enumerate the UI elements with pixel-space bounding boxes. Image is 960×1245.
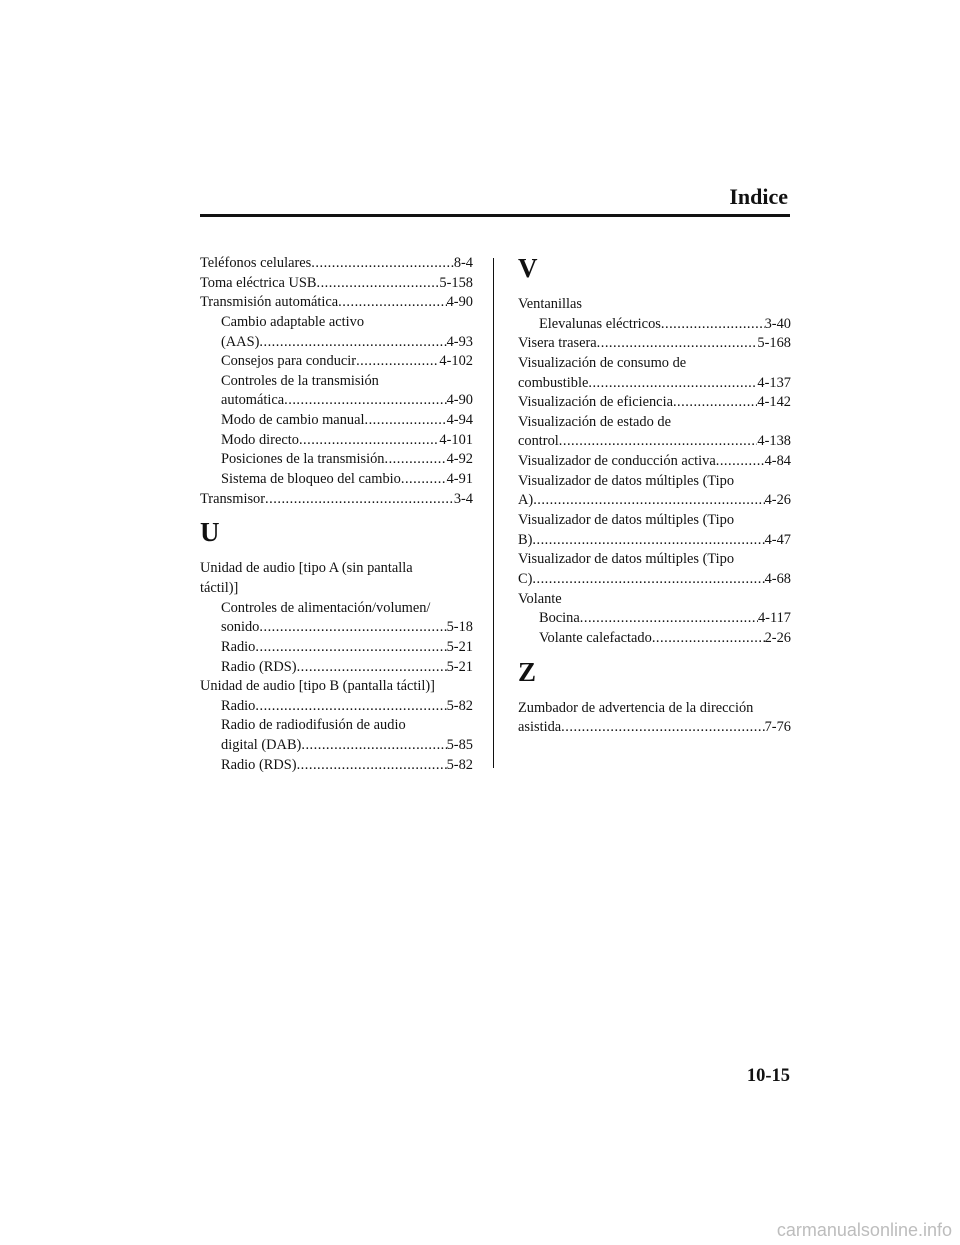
index-subentry <box>200 431 473 451</box>
index-page-ref: 4-90 <box>446 392 473 409</box>
dot-leader <box>311 254 454 274</box>
index-page-ref: 5-158 <box>439 274 473 291</box>
index-entry <box>518 393 791 413</box>
index-page-ref: 4-93 <box>446 333 473 350</box>
dot-leader <box>561 718 764 738</box>
dot-leader <box>265 490 454 510</box>
index-page-ref: 5-21 <box>446 658 473 675</box>
index-entry <box>518 295 791 315</box>
index-page-ref: 4-68 <box>764 570 791 587</box>
index-term: Bocina <box>539 610 580 627</box>
index-term: digital (DAB) <box>221 737 302 754</box>
index-term: Visera trasera <box>518 335 597 352</box>
index-page-ref: 5-82 <box>446 756 473 773</box>
index-term: Visualizador de datos múltiples (Tipo <box>518 512 735 529</box>
index-subentry <box>200 736 473 756</box>
index-term: Radio <box>221 697 256 714</box>
index-term: B) <box>518 531 533 548</box>
index-entry <box>518 334 791 354</box>
index-entry <box>200 274 473 294</box>
index-entry <box>518 699 791 719</box>
index-term: Modo de cambio manual <box>221 412 365 429</box>
index-subentry <box>200 372 473 392</box>
header-rule <box>200 214 790 217</box>
index-column-right <box>518 254 791 738</box>
index-term: Radio (RDS) <box>221 658 297 675</box>
index-page-ref: 3-4 <box>453 490 473 507</box>
dot-leader <box>301 736 446 756</box>
index-entry <box>518 354 791 374</box>
index-entry <box>518 374 791 394</box>
index-entry <box>518 452 791 472</box>
index-term: Visualización de consumo de <box>518 354 687 371</box>
index-term: Visualizador de conducción activa <box>518 453 716 470</box>
index-term: control <box>518 433 559 450</box>
index-page-ref: 4-47 <box>764 531 791 548</box>
dot-leader <box>259 618 446 638</box>
dot-leader <box>597 334 758 354</box>
index-subentry <box>200 313 473 333</box>
index-term: sonido <box>221 619 260 636</box>
index-term: C) <box>518 570 533 587</box>
index-entry <box>518 718 791 738</box>
index-page-ref: 4-90 <box>446 294 473 311</box>
index-subentry <box>200 391 473 411</box>
index-term: Unidad de audio [tipo A (sin pantalla <box>200 560 413 577</box>
dot-leader <box>255 638 446 658</box>
index-entry <box>518 472 791 492</box>
dot-leader <box>532 570 764 590</box>
index-entry <box>200 559 473 579</box>
dot-leader <box>297 756 447 776</box>
index-page-ref: 8-4 <box>453 255 473 271</box>
index-subentry <box>200 599 473 619</box>
index-subentry <box>200 756 473 776</box>
index-term: Controles de alimentación/volumen/ <box>221 599 431 616</box>
index-page-ref: 4-101 <box>439 431 473 448</box>
dot-leader <box>652 629 765 649</box>
section-title: Indice <box>729 184 788 209</box>
dot-leader <box>259 333 446 353</box>
index-entry <box>200 579 473 599</box>
dot-leader <box>580 609 758 629</box>
index-page-ref: 4-84 <box>764 453 791 470</box>
index-term: Controles de la transmisión <box>221 372 379 389</box>
dot-leader <box>297 658 447 678</box>
index-term: A) <box>518 492 534 509</box>
index-term: Ventanillas <box>518 296 582 312</box>
index-page-ref: 2-26 <box>764 629 791 646</box>
index-page-ref: 4-142 <box>757 394 791 411</box>
index-term: Consejos para conducir <box>221 353 357 370</box>
index-term: Unidad de audio [tipo B (pantalla táctil)] <box>200 678 435 695</box>
index-term: Radio de radiodifusión de audio <box>221 717 406 734</box>
index-term: Transmisor <box>200 490 266 507</box>
index-letter-heading: V <box>518 253 538 283</box>
index-entry <box>200 677 473 697</box>
dot-leader <box>255 697 446 717</box>
index-entry <box>518 432 791 452</box>
dot-leader <box>588 374 757 394</box>
index-page-ref: 4-102 <box>439 353 473 370</box>
dot-leader <box>401 470 447 490</box>
index-page-ref: 4-117 <box>757 610 791 627</box>
index-term: táctil)] <box>200 579 239 596</box>
index-term: Visualizador de datos múltiples (Tipo <box>518 551 735 568</box>
index-term: Radio <box>221 638 256 655</box>
index-term: Cambio adaptable activo <box>221 313 365 330</box>
index-subentry <box>518 609 791 629</box>
index-subentry <box>200 697 473 717</box>
index-subentry <box>200 638 473 658</box>
dot-leader <box>338 293 446 313</box>
index-entry <box>518 491 791 511</box>
index-page-ref: 4-26 <box>764 492 791 509</box>
index-term: Radio (RDS) <box>221 756 297 773</box>
index-term: automática <box>221 392 285 409</box>
index-term: Teléfonos celulares <box>200 255 312 271</box>
dot-leader <box>356 352 439 372</box>
index-term: Elevalunas eléctricos <box>539 315 661 332</box>
index-page-ref: 5-168 <box>757 335 791 352</box>
index-term: Sistema de bloqueo del cambio <box>221 471 401 488</box>
index-entry <box>518 511 791 531</box>
index-page-ref: 4-137 <box>757 374 791 391</box>
index-term: Zumbador de advertencia de la dirección <box>518 699 754 716</box>
index-subentry <box>200 352 473 372</box>
index-term: Transmisión automática <box>200 294 339 311</box>
index-page-ref: 4-92 <box>446 451 473 468</box>
index-page-ref: 5-18 <box>446 619 473 636</box>
index-page-ref: 5-82 <box>446 697 473 714</box>
index-subentry <box>518 629 791 649</box>
dot-leader <box>533 491 764 511</box>
dot-leader <box>316 274 439 294</box>
index-subentry <box>200 333 473 353</box>
index-entry <box>518 531 791 551</box>
column-divider <box>493 258 494 768</box>
dot-leader <box>673 393 757 413</box>
page-number: 10-15 <box>746 1066 790 1086</box>
index-page-ref: 7-76 <box>764 719 791 736</box>
index-letter-heading: U <box>200 517 220 548</box>
dot-leader <box>532 531 764 551</box>
dot-leader <box>384 450 446 470</box>
index-page-ref: 4-138 <box>757 433 791 450</box>
index-subentry <box>200 658 473 678</box>
index-subentry <box>200 470 473 490</box>
index-term: (AAS) <box>221 333 260 350</box>
index-letter-heading: Z <box>518 656 537 687</box>
index-page-ref: 5-21 <box>446 638 473 655</box>
index-subentry <box>200 411 473 431</box>
index-entry <box>200 293 473 313</box>
index-page-ref: 5-85 <box>446 737 473 754</box>
index-subentry <box>200 716 473 736</box>
index-subentry <box>200 618 473 638</box>
index-page-ref: 4-94 <box>446 412 473 429</box>
index-entry <box>200 490 473 510</box>
index-term: asistida <box>518 719 562 736</box>
dot-leader <box>299 431 439 451</box>
index-entry <box>200 254 473 274</box>
index-term: Visualizador de datos múltiples (Tipo <box>518 472 735 489</box>
index-term: Volante calefactado <box>539 629 652 646</box>
index-term: Visualización de estado de <box>518 413 671 430</box>
index-subentry <box>200 450 473 470</box>
index-subentry <box>518 315 791 335</box>
dot-leader <box>716 452 765 472</box>
dot-leader <box>661 315 765 335</box>
index-term: Visualización de eficiencia <box>518 394 673 411</box>
index-term: Toma eléctrica USB <box>200 274 317 291</box>
index-term: combustible <box>518 374 589 391</box>
index-term: Posiciones de la transmisión <box>221 451 385 468</box>
index-term: Volante <box>518 590 562 607</box>
index-term: Modo directo <box>221 431 299 448</box>
dot-leader <box>364 411 446 431</box>
index-entry <box>518 570 791 590</box>
watermark: carmanualsonline.info <box>776 1220 952 1240</box>
dot-leader <box>559 432 758 452</box>
index-page-ref: 3-40 <box>764 315 791 332</box>
index-entry <box>518 550 791 570</box>
index-column-left <box>200 254 473 775</box>
dot-leader <box>284 391 446 411</box>
index-page-ref: 4-91 <box>446 471 473 488</box>
index-entry <box>518 413 791 433</box>
index-entry <box>518 590 791 610</box>
